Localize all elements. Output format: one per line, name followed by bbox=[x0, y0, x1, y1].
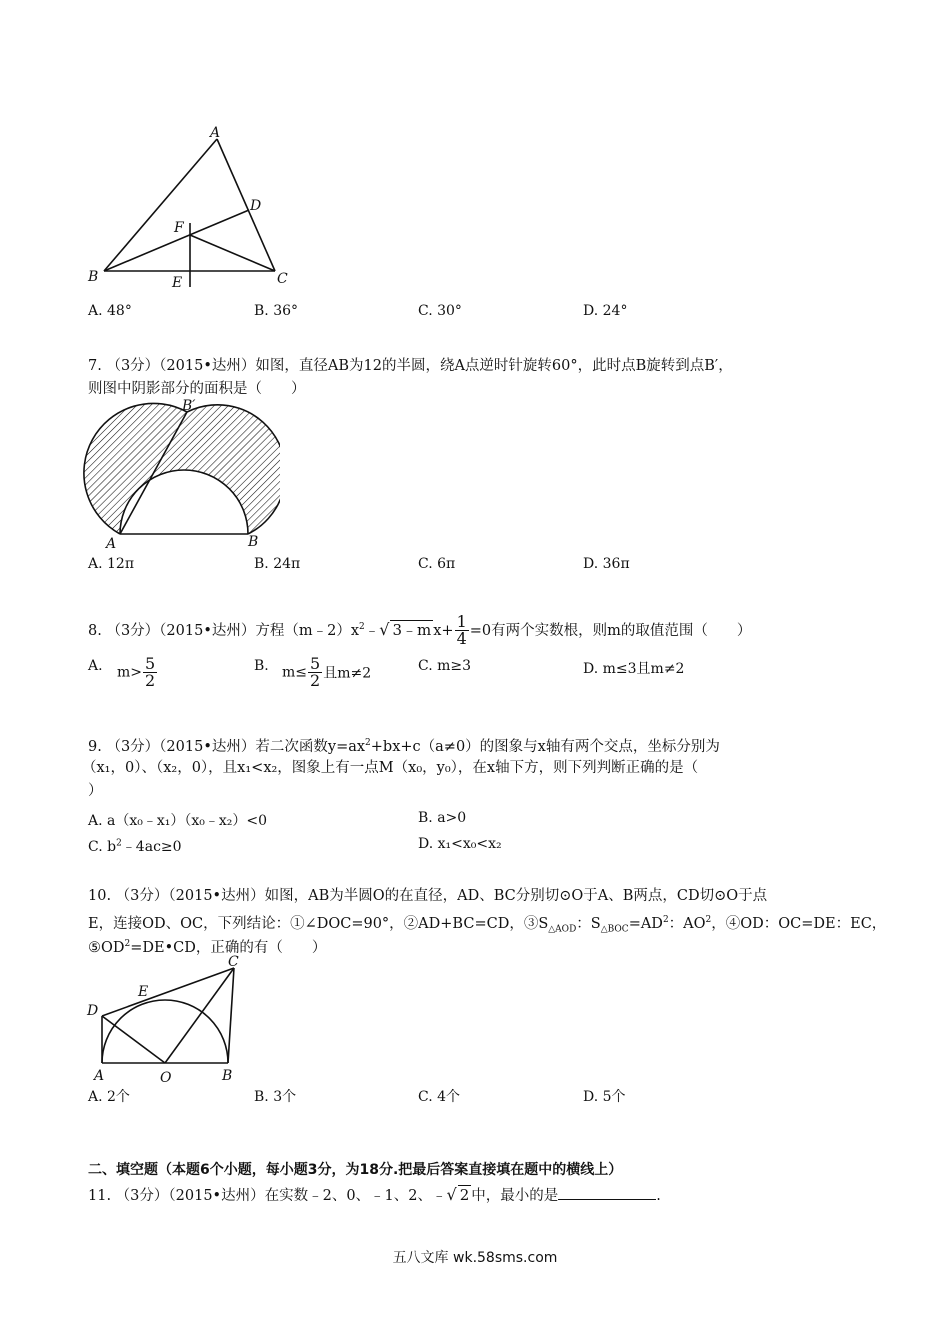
q9-option-d: D. x₁<x₀<x₂ bbox=[418, 836, 502, 852]
q9-option-b: B. a>0 bbox=[418, 810, 467, 826]
label-b: B bbox=[222, 1068, 233, 1084]
label-e: E bbox=[172, 275, 183, 291]
q10-line2-sub1: △AOD bbox=[548, 924, 577, 935]
q11-radicand: 2 bbox=[459, 1186, 470, 1204]
q10-line3-b: =DE•CD，正确的有（ ） bbox=[130, 939, 327, 956]
q6-option-c: C. 30° bbox=[418, 303, 462, 319]
q8-radicand: 3﹣m bbox=[392, 620, 432, 639]
q8-option-a-fraction bbox=[143, 656, 157, 689]
q8-option-b bbox=[254, 658, 269, 674]
q7-stem-line1: 7. （3分）（2015•达州）如图，直径AB为12的半圆，绕A点逆时针旋转60°，此时点B旋转到点B′， bbox=[88, 358, 733, 374]
q8-option-b-tail: 且m≠2 bbox=[323, 665, 372, 682]
shaded-region bbox=[84, 403, 280, 534]
q10-stem-line1: 10. （3分）（2015•达州）如图，AB为半圆O的在直径，AD、BC分别切⊙O于A、B两点，CD切⊙O于点 bbox=[88, 888, 768, 904]
q9-option-c-b: ﹣4ac≥0 bbox=[121, 839, 182, 855]
q8-suffix: =0有两个实数根，则m的取值范围（ ） bbox=[469, 622, 752, 639]
segment-ac bbox=[217, 139, 275, 271]
q6-option-a: A. 48° bbox=[88, 303, 132, 319]
q10-line2-e: ，④OD：OC=DE：EC， bbox=[711, 915, 887, 932]
q8-option-a-num: 5 bbox=[145, 654, 156, 673]
q9-option-c-a: C. b bbox=[88, 839, 117, 855]
label-a: A bbox=[106, 536, 117, 550]
q11-prefix: 11. （3分）（2015•达州）在实数﹣2、0、﹣1、2、﹣ bbox=[88, 1188, 447, 1204]
q7-option-c: C. 6π bbox=[418, 556, 456, 572]
label-a: A bbox=[94, 1068, 105, 1084]
q8-option-b-fraction bbox=[308, 656, 322, 689]
q6-triangle-figure bbox=[80, 125, 310, 295]
q9-line1-b: +bx+c（a≠0）的图象与x轴有两个交点，坐标分别为 bbox=[370, 738, 720, 755]
footer-watermark: 五八文库 wk.58sms.com bbox=[392, 1250, 558, 1266]
q11-answer-blank[interactable] bbox=[558, 1185, 656, 1200]
q8-option-b-label: B. bbox=[254, 658, 269, 674]
label-d: D bbox=[250, 198, 262, 214]
q9-line1-sup: 2 bbox=[365, 738, 371, 748]
segment-oc bbox=[165, 968, 234, 1063]
q8-option-a-math: m> bbox=[117, 664, 143, 681]
q10-line2-sub2: △BOC bbox=[600, 924, 629, 935]
q6-option-b: B. 36° bbox=[254, 303, 299, 319]
label-f: F bbox=[174, 220, 184, 236]
label-b: B bbox=[88, 269, 99, 285]
q10-option-b: B. 3个 bbox=[254, 1089, 297, 1105]
q8-option-a-den: 2 bbox=[145, 671, 156, 690]
segment-bc bbox=[228, 968, 234, 1063]
label-b-prime: B′ bbox=[182, 398, 196, 414]
q10-option-d: D. 5个 bbox=[583, 1089, 626, 1105]
q10-line2-a: E，连接OD、OC，下列结论：①∠DOC=90°，②AD+BC=CD，③S bbox=[88, 915, 549, 932]
q10-line3-a: ⑤OD bbox=[88, 939, 125, 956]
label-a: A bbox=[210, 125, 221, 141]
q8-option-a-label: A. bbox=[88, 658, 103, 674]
q9-line1-a: 9. （3分）（2015•达州）若二次函数y=ax bbox=[88, 738, 366, 755]
label-c: C bbox=[228, 954, 239, 970]
q8-option-b-math: m≤ bbox=[282, 664, 308, 681]
segment-dc bbox=[102, 968, 234, 1016]
q10-line2-sup1: 2 bbox=[662, 915, 669, 925]
q8-stem bbox=[88, 612, 751, 647]
q7-option-a: A. 12π bbox=[88, 556, 135, 572]
q8-prefix: 8. （3分）（2015•达州）方程（m﹣2）x bbox=[88, 622, 360, 639]
q8-option-a-expr bbox=[117, 656, 158, 689]
q10-option-c: C. 4个 bbox=[418, 1089, 461, 1105]
q9-option-c-sup: 2 bbox=[116, 838, 122, 849]
label-o: O bbox=[160, 1070, 172, 1086]
q9-stem-line1 bbox=[88, 731, 720, 759]
q10-line3-sup: 2 bbox=[124, 939, 131, 949]
q8-x-plus: x+ bbox=[433, 622, 454, 639]
q10-line2-sup2: 2 bbox=[705, 915, 712, 925]
q10-option-a: A. 2个 bbox=[88, 1089, 130, 1105]
q10-line2-b: ：S bbox=[576, 915, 601, 932]
q9-option-a: A. a（x₀﹣x₁）（x₀﹣x₂）<0 bbox=[88, 813, 268, 829]
q10-line2-c: =AD bbox=[628, 915, 663, 932]
q8-fraction bbox=[455, 614, 469, 647]
sqrt-icon: √ bbox=[446, 1185, 457, 1204]
q11-suffix: 中，最小的是 bbox=[471, 1188, 559, 1204]
q8-option-a bbox=[88, 658, 103, 674]
q9-option-c bbox=[88, 836, 182, 856]
q8-option-d: D. m≤3且m≠2 bbox=[583, 661, 685, 677]
q8-frac-num: 1 bbox=[456, 612, 467, 632]
q8-option-c: C. m≥3 bbox=[418, 658, 472, 674]
segment-ab bbox=[104, 139, 217, 271]
q8-option-b-den: 2 bbox=[310, 671, 321, 690]
q11-stem bbox=[88, 1182, 661, 1209]
section2-heading: 二、填空题（本题6个小题，每小题3分，为18分.把最后答案直接填在题中的横线上） bbox=[88, 1162, 623, 1178]
label-e: E bbox=[138, 984, 149, 1000]
label-c: C bbox=[277, 271, 288, 287]
q8-sup: 2 bbox=[359, 622, 365, 632]
label-d: D bbox=[87, 1003, 99, 1019]
q10-semicircle-tangent-figure bbox=[82, 950, 252, 1086]
label-b: B bbox=[248, 534, 259, 550]
sqrt-icon: √ bbox=[379, 619, 390, 639]
segment-od bbox=[102, 1016, 165, 1063]
q8-option-b-expr bbox=[282, 656, 371, 689]
q8-option-b-num: 5 bbox=[310, 654, 321, 673]
q8-minus: ﹣ bbox=[364, 622, 380, 639]
q6-option-d: D. 24° bbox=[583, 303, 628, 319]
q7-stem-line2: 则图中阴影部分的面积是（ ） bbox=[88, 381, 306, 397]
q8-frac-den: 4 bbox=[456, 629, 467, 649]
q7-option-d: D. 36π bbox=[583, 556, 630, 572]
q7-option-b: B. 24π bbox=[254, 556, 301, 572]
q9-stem-line3: ） bbox=[88, 783, 103, 799]
q10-line2-d: ：AO bbox=[668, 915, 706, 932]
q11-end: . bbox=[656, 1188, 661, 1204]
q7-rotated-semicircle-figure bbox=[80, 398, 280, 550]
q9-stem-line2: （x₁，0）、（x₂，0），且x₁<x₂，图象上有一点M（x₀，y₀），在x轴下方，则下列判断正确的是（ bbox=[82, 760, 699, 776]
